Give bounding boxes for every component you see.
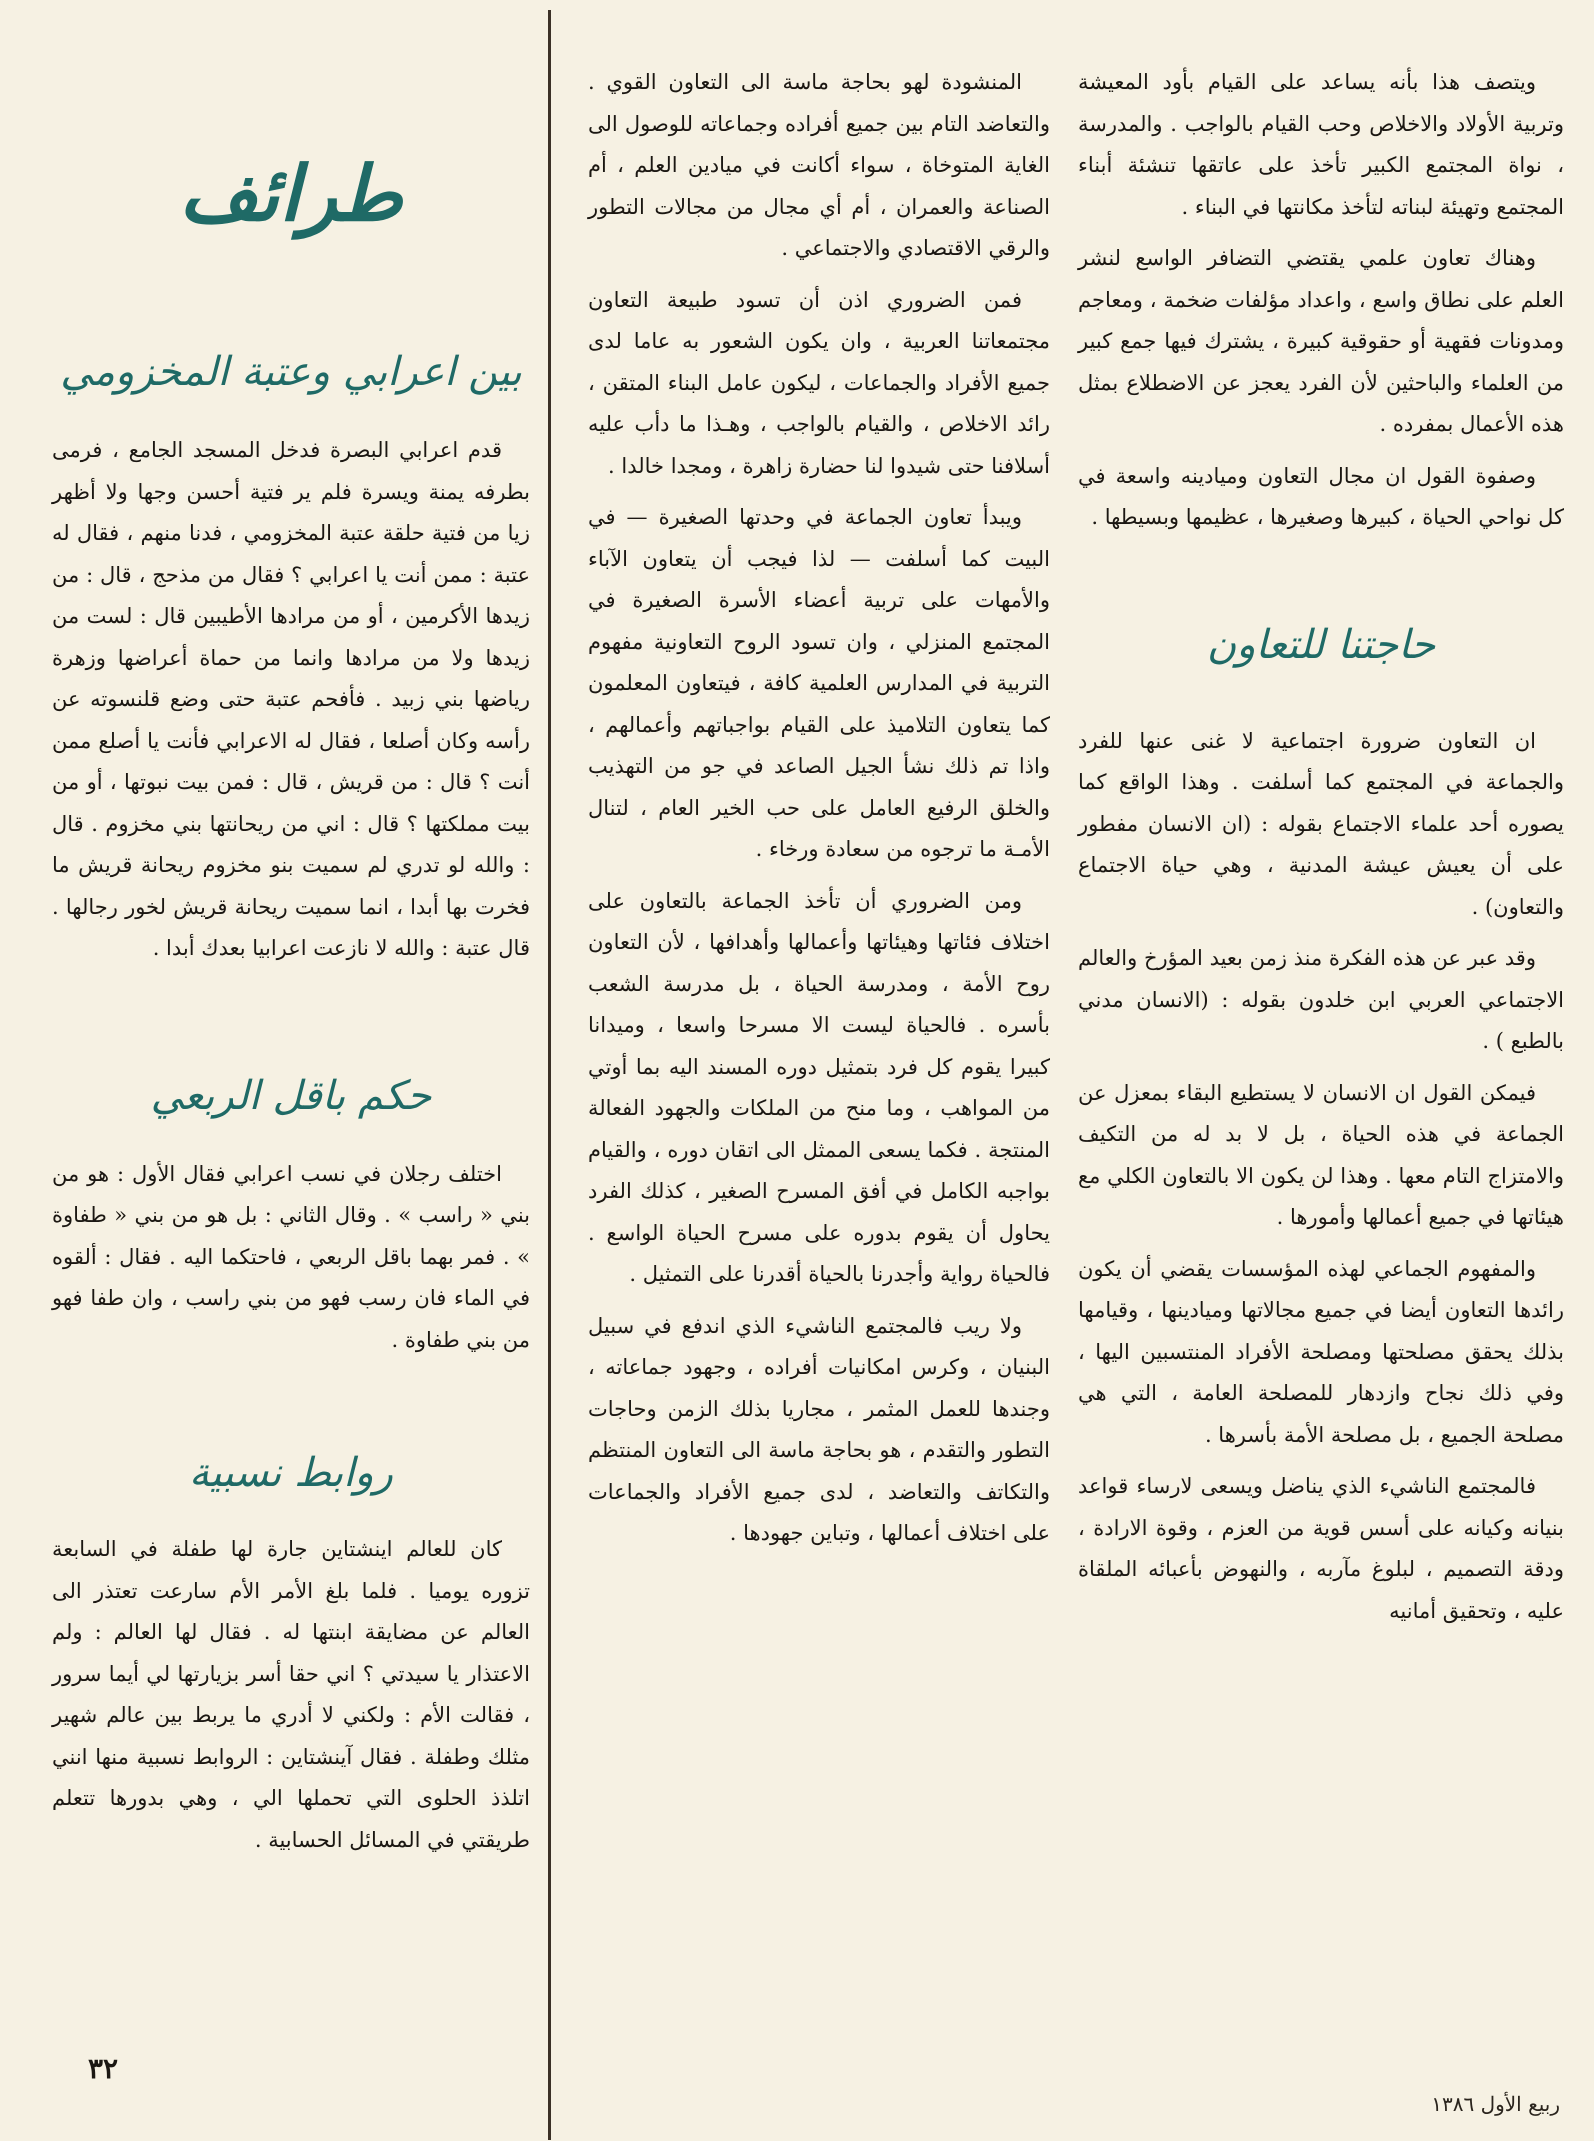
anecdote-text: كان للعالم اينشتاين جارة لها طفلة في السابعة تزوره يوميا . فلما بلغ الأمر الأم سارعت تعتذر الى العالم عن مضايقة ابنتها له . فقال لها العالم : ولم الاعتذار يا سيدتي ؟ اني حقا أسر بزيارتها لي أيما سرور ، فقالت الأم : ولكني لا أدري ما يربط بين عالم شهير مثلك وطفلة . فقال آينشتاين : الروابط نسبية منها انني اتلذذ الحلوى التي تحملها الي ، وهي بدورها تتعلم طريقتي في المسائل الحسابية .: [52, 1537, 530, 1852]
page-number: ٣٢: [88, 2052, 119, 2085]
column-divider: [548, 10, 551, 2140]
article-paragraph: والمفهوم الجماعي لهذه المؤسسات يقضي أن يكون رائدها التعاون أيضا في جميع مجالاتها وميادينها ، وقيامها بذلك يحقق مصلحتها ومصلحة الأفراد المنتسبين اليها ، وفي ذلك نجاح وازدهار للمصلحة العامة ، التي هي مصلحة الجميع ، بل مصلحة الأمة بأسرها .: [1078, 1256, 1564, 1447]
anecdote-text: قدم اعرابي البصرة فدخل المسجد الجامع ، فرمى بطرفه يمنة ويسرة فلم ير فتية أحسن وجها ولا أظهر زيا من فتية حلقة عتبة المخزومي ، فدنا منهم ، فقال له عتبة : ممن أنت يا اعرابي ؟ فقال من مذحج ، قال : من زيدها الأكرمين ، أو من مرادها الأطيبين قال : لست من زيدها ولا من مرادها وانما من حماة أعراضها وزهرة رياضها بني زبيد . فأفحم عتبة حتى وضع قلنسوته عن رأسه وكان أصلعا ، فقال له الاعرابي فأنت يا أصلع ممن أنت ؟ قال : من قريش ، قال : فمن بيت نبوتها ، أو من بيت مملكتها ؟ قال : اني من ريحانتها بني مخزوم . قال : والله لو تدري لم سميت بنو مخزوم ريحانة قريش ما فخرت بها أبدا ، انما سميت ريحانة قريش لخور رجالها . قال عتبة : والله لا نازعت اعرابيا بعدك أبدا .: [52, 438, 530, 960]
anecdote-heading: روابط نسبية: [189, 1450, 393, 1496]
article-paragraph: ان التعاون ضرورة اجتماعية لا غنى عنها للفرد والجماعة في المجتمع كما أسلفت . وهذا الواقع كما يصوره أحد علماء الاجتماع بقوله : (ان الانسان مفطور على أن يعيش عيشة المدنية ، وهي حياة الاجتماع والتعاون) .: [1078, 728, 1564, 919]
article-column-right: [1078, 62, 1564, 1642]
article-paragraph: ومن الضروري أن تأخذ الجماعة بالتعاون على اختلاف فئاتها وهيئاتها وأعمالها وأهدافها ، لأن التعاون روح الأمة ، ومدرسة الحياة ، بل مدرسة الشعب بأسره . فالحياة ليست الا مسرحا واسعا ، وميدانا كبيرا يقوم كل فرد بتمثيل دوره المسند اليه بما أوتي من المواهب ، وما منح من الملكات والجهود الفعالة المنتجة . فكما يسعى الممثل الى اتقان دوره ، والقيام بواجبه الكامل في أفق المسرح الصغير ، كذلك الفرد يحاول أن يقوم بدوره على مسرح الحياة الواسع . فالحياة رواية وأجدرنا بالحياة أقدرنا على التمثيل .: [588, 888, 1050, 1286]
article-paragraph: ويبدأ تعاون الجماعة في وحدتها الصغيرة — في البيت كما أسلفت — لذا فيجب أن يتعاون الآباء والأمهات على تربية أعضاء الأسرة الصغيرة في المجتمع المنزلي ، وان تسود الروح التعاونية مفهوم التربية في المدارس العلمية كافة ، فيتعاون المعلمون كما يتعاون التلاميذ على القيام بواجباتهم وأعمالهم ، واذا تم ذلك نشأ الجيل الصاعد في جو من التهذيب والخلق الرفيع العامل على حب الخير العام ، لتنال الأمـة ما ترجوه من سعادة ورخاء .: [588, 505, 1050, 861]
anecdote-heading: بين اعرابي وعتبة المخزومي: [60, 349, 522, 395]
article-paragraph: وهناك تعاون علمي يقتضي التضافر الواسع لنشر العلم على نطاق واسع ، واعداد مؤلفات ضخمة ، ومعاجم ومدونات فقهية أو حقوقية كبيرة ، يشترك فيها جمع كبير من العلماء والباحثين لأن الفرد يعجز عن الاضطلاع بمثل هذه الأعمال بمفرده .: [1078, 246, 1564, 436]
article-column-middle: [588, 62, 1050, 1565]
article-paragraph: فيمكن القول ان الانسان لا يستطيع البقاء بمعزل عن الجماعة في هذه الحياة ، بل لا بد له من التكيف والامتزاج التام معها . وهذا لن يكون الا بالتعاون الكلي مع هيئاتها في جميع أعمالها وأمورها .: [1078, 1080, 1564, 1229]
anecdote-text: اختلف رجلان في نسب اعرابي فقال الأول : هو من بني « راسب » . وقال الثاني : بل هو من بني « طفاوة » . فمر بهما باقل الربعي ، فاحتكما اليه . فقال : ألقوه في الماء فان رسب فهو من بني راسب ، وان طفا فهو من بني طفاوة .: [52, 1161, 530, 1352]
issue-date: ربيع الأول ١٣٨٦: [1431, 2092, 1560, 2116]
article-paragraph: فمن الضروري اذن أن تسود طبيعة التعاون مجتمعاتنا العربية ، وان يكون الشعور به عاما لدى جميع الأفراد والجماعات ، ليكون عامل البناء المتقن ، رائد الاخلاص ، والقيام بالواجب ، وهـذا ما دأب عليه أسلافنا حتى شيدوا لنا حضارة زاهرة ، ومجدا خالدا .: [588, 287, 1050, 478]
article-paragraph: وقد عبر عن هذه الفكرة منذ زمن بعيد المؤرخ والعالم الاجتماعي العربي ابن خلدون بقوله : (الانسان مدني بالطبع ) .: [1078, 946, 1564, 1053]
anecdote-heading: حكم باقل الربعي: [150, 1072, 432, 1119]
article-paragraph: ولا ريب فالمجتمع الناشيء الذي اندفع في سبيل البنيان ، وكرس امكانيات أفراده ، وجهود جماعاته ، وجندها للعمل المثمر ، مجاريا بذلك الزمن وحاجات التطور والتقدم ، هو بحاجة ماسة الى التعاون المنتظم والتكاتف والتعاضد ، لدى جميع الأفراد والجماعات على اختلاف أعمالها ، وتباين جهودها .: [588, 1313, 1050, 1545]
article-paragraph: ويتصف هذا بأنه يساعد على القيام بأود المعيشة وتربية الأولاد والاخلاص وحب القيام بالواجب . والمدرسة ، نواة المجتمع الكبير تأخذ على عاتقها تنشئة أبناء المجتمع وتهيئة لبناته لتأخذ مكانتها في البناء .: [1078, 70, 1564, 219]
article-paragraph: فالمجتمع الناشيء الذي يناضل ويسعى لارساء قواعد بنيانه وكيانه على أسس قوية من العزم ، وقوة الارادة ، ودقة التصميم ، لبلوغ مآربه ، والنهوض بأعبائه الملقاة عليه ، وتحقيق أمانيه: [1078, 1474, 1564, 1623]
anecdotes-column: [52, 62, 530, 1871]
article-paragraph: وصفوة القول ان مجال التعاون وميادينه واسعة في كل نواحي الحياة ، كبيرها وصغيرها ، عظيمها وبسيطها .: [1078, 463, 1564, 529]
article-paragraph: المنشودة لهو بحاجة ماسة الى التعاون القوي . والتعاضد التام بين جميع أفراده وجماعاته للوصول الى الغاية المتوخاة ، سواء أكانت في ميادين العلم ، أم الصناعة والعمران ، أم أي مجال من مجالات التطور والرقي الاقتصادي والاجتماعي .: [588, 70, 1050, 260]
section-heading-cooperation: حاجتنا للتعاون: [1206, 621, 1436, 668]
anecdotes-title: طرائف: [179, 149, 403, 238]
